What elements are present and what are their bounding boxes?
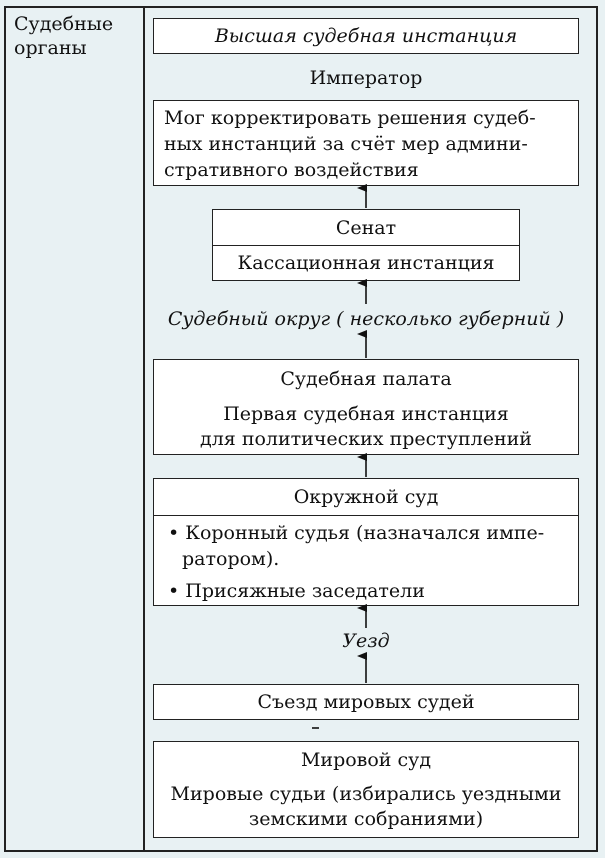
- magistrate-desc-line2: земскими собраниями): [248, 808, 484, 830]
- emperor-desc-line2: ных инстанций за счёт мер админи-: [164, 133, 528, 155]
- judicial-chamber-desc-line1: Первая судебная инстанция: [223, 403, 509, 425]
- uezd-label: Уезд: [342, 630, 390, 652]
- magistrate-desc-line1: Мировые судьи (избирались уездными: [170, 783, 562, 805]
- column-divider: [143, 6, 145, 852]
- side-label: [14, 12, 139, 60]
- congress-box: [153, 684, 579, 720]
- emperor-desc-line3: стративного воздействия: [164, 159, 419, 181]
- senate-title: Сенат: [335, 216, 397, 239]
- district-court-title: Окружной суд: [293, 486, 439, 508]
- senate-box: [212, 209, 520, 281]
- emperor-box: [153, 100, 579, 186]
- senate-desc: Кассационная инстанция: [213, 245, 519, 280]
- district-court-bullet1: [168, 520, 568, 572]
- judicial-chamber-title: Судебная палата: [280, 368, 452, 390]
- highest-instance-label: Высшая судебная инстанция: [214, 24, 518, 47]
- judicial-district-label: Судебный округ ( несколько губерний ): [167, 308, 565, 330]
- highest-instance-box: [153, 18, 579, 54]
- emperor-title: Император: [309, 67, 423, 89]
- emperor-desc-line1: Мог корректировать решения судеб-: [164, 107, 536, 129]
- district-court-box: [153, 478, 579, 606]
- side-label-line1: Судебные: [14, 13, 114, 35]
- district-court-bullet2: • Присяжные заседатели: [168, 580, 425, 602]
- judicial-chamber-box: [153, 359, 579, 455]
- bullet1-line2: ратором).: [182, 548, 280, 570]
- magistrate-title: Мировой суд: [300, 749, 432, 771]
- judicial-chamber-desc-line2: для политических преступлений: [200, 428, 532, 450]
- bullet1-line1: • Коронный судья (назначался импе-: [168, 522, 545, 544]
- congress-label: Съезд мировых судей: [257, 690, 475, 713]
- magistrate-box: [153, 741, 579, 838]
- side-label-line2: органы: [14, 37, 87, 59]
